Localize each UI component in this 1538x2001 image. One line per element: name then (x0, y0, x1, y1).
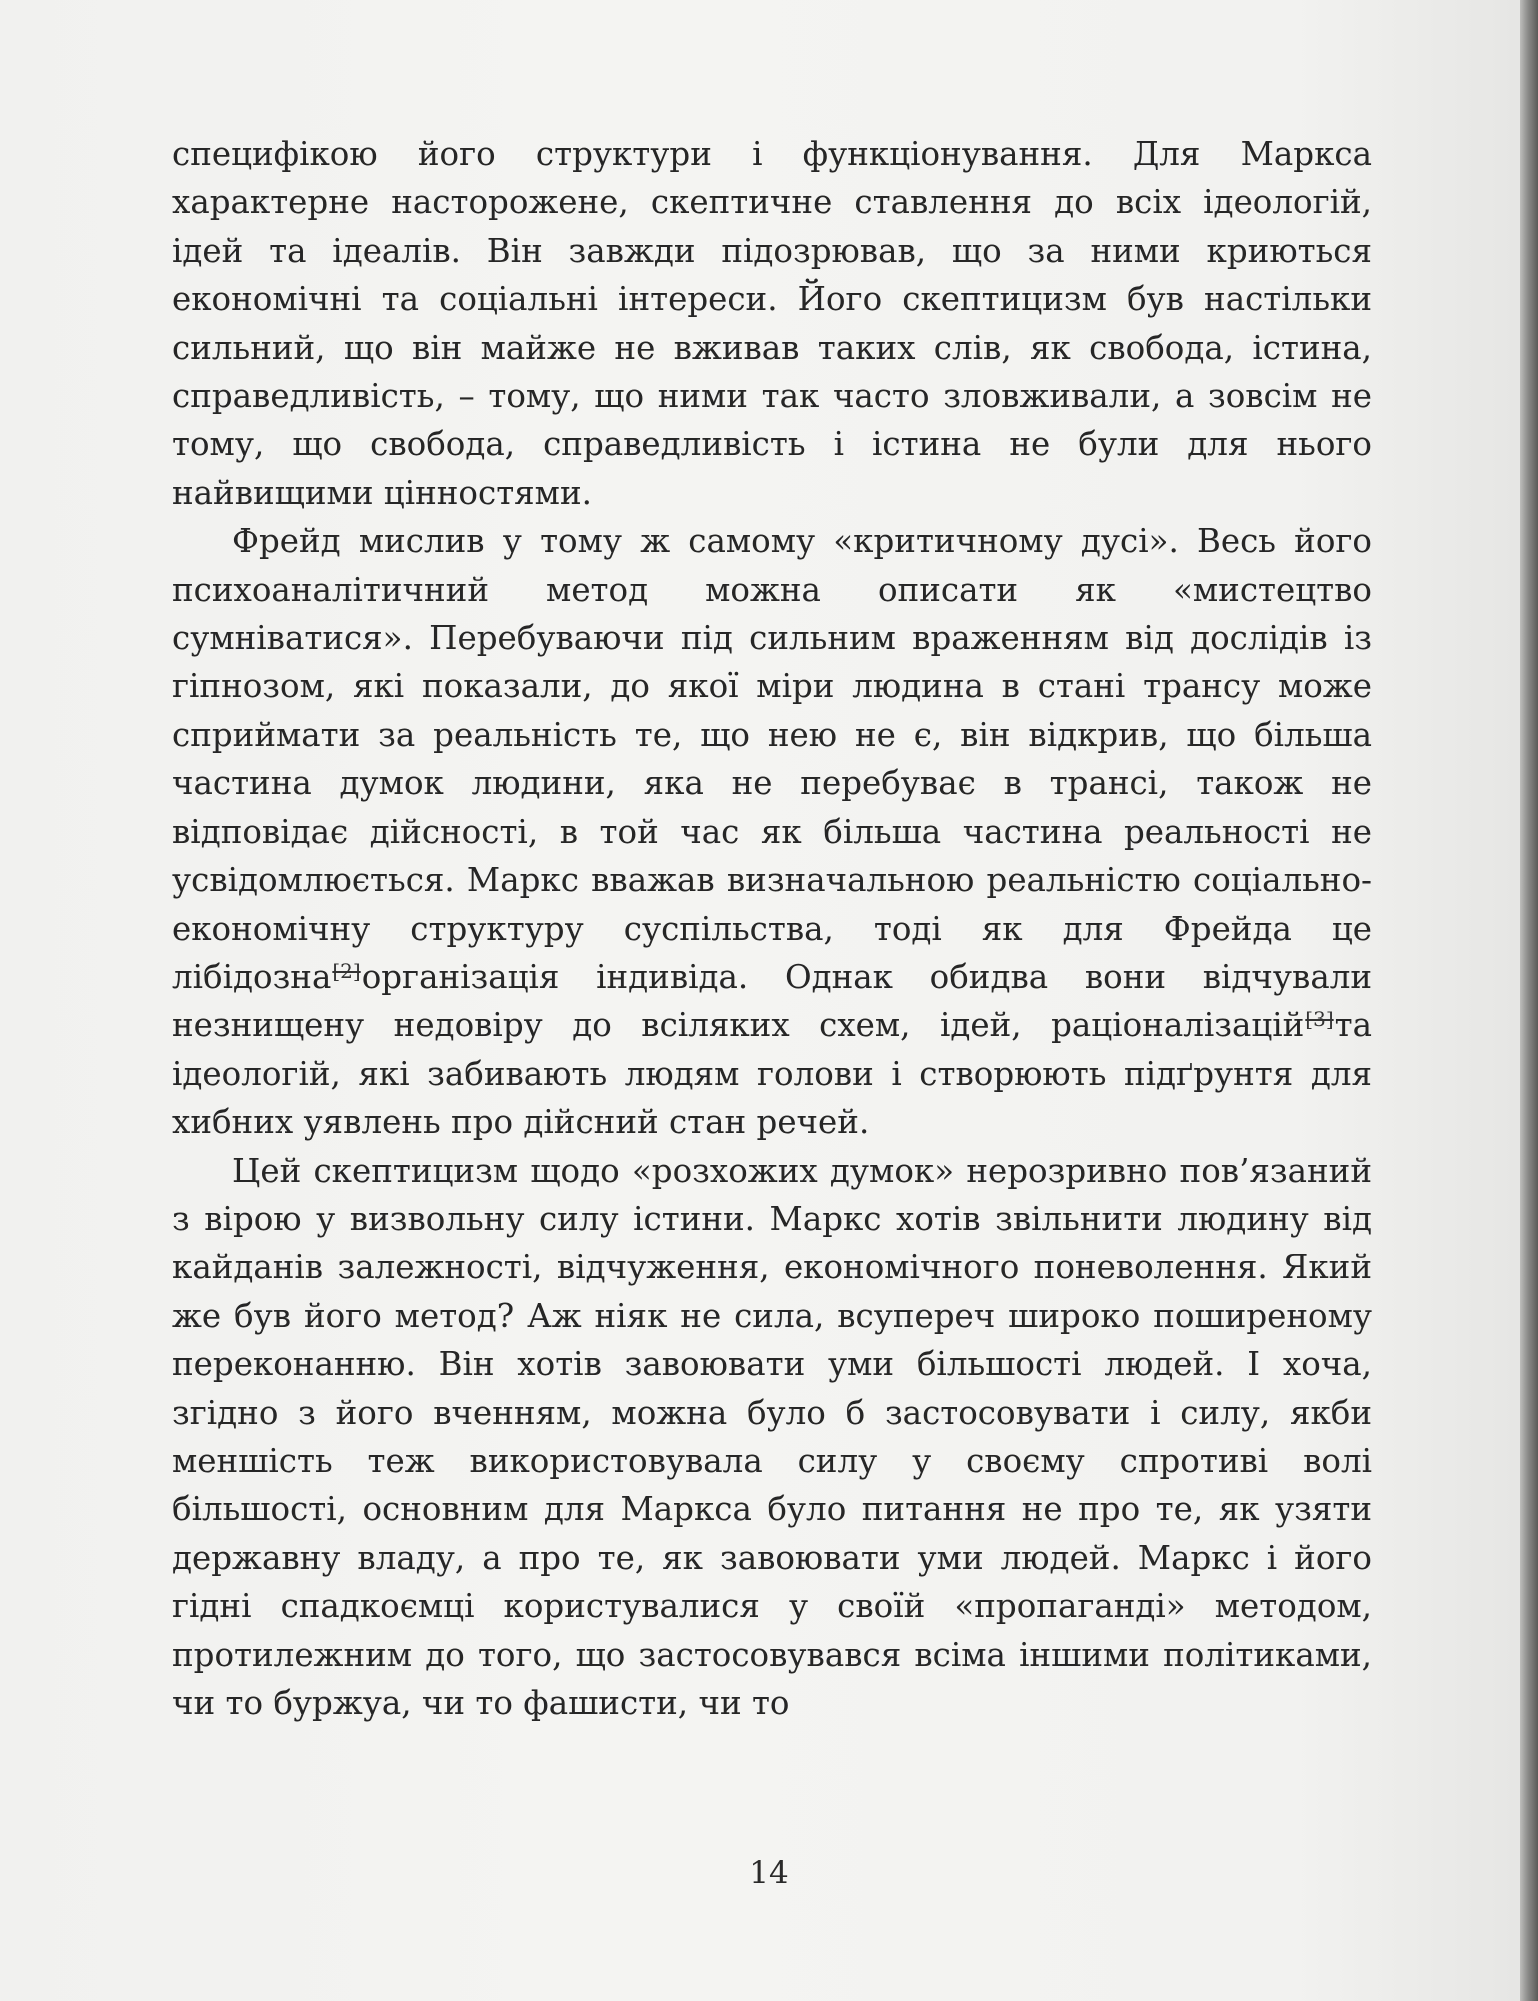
paragraph-text: специфікою його структури і функціонування. Для Маркса характерне насторожене, скептичне ставлення до всіх ідеологій, ідей та ідеалів. Він завжди підозрював, що за ними криються економічні та соціальні інтереси. Його скептицизм був настільки сильний, що він майже не вживав таких слів, як свобода, істина, справедливість, – тому, що ними так часто зловживали, а зовсім не тому, що свобода, справедливість і істина не були для нього найвищими цінностями. (172, 135, 1372, 512)
page-edge-shadow (1520, 0, 1538, 2001)
paragraph-text: та ідеологій, які забивають людям голови і створюють підґрунтя для хибних уявлень про дійсний стан речей. (172, 1006, 1372, 1142)
paragraph-2 (172, 517, 1372, 1146)
footnote-link-3[interactable]: [3] (1305, 1007, 1334, 1032)
page-number: 14 (749, 1855, 789, 1891)
paragraph-text: організація індивіда. Однак обидва вони відчували незнищену недовіру до всіляких схем, ідей, раціоналізацій (172, 957, 1372, 1045)
paragraph-3 (172, 1147, 1372, 1728)
body-text (172, 130, 1372, 1727)
footnote-link-2[interactable]: [2] (332, 958, 361, 983)
paragraph-text: Цей скептицизм щодо «розхожих думок» нерозривно пов’язаний з вірою у визвольну силу істини. Маркс хотів звільнити людину від кайданів залежності, відчуження, економічного поневолення. Який же був його метод? Аж ніяк не сила, всупереч широко поширеному переконанню. Він хотів завоювати уми більшості людей. І хоча, згідно з його вченням, можна було б застосовувати і силу, якби меншість теж використовувала силу у своєму спротиві волі більшості, основним для Маркса було питання не про те, як узяти державну владу, а про те, як завоювати уми людей. Маркс і його гідні спадкоємці користувалися у своїй «пропаганді» методом, протилежним до того, що застосовувався всіма іншими політиками, чи то буржуа, чи то фашисти, чи то (172, 1151, 1372, 1722)
paragraph-1 (172, 130, 1372, 517)
paragraph-text: Фрейд мислив у тому ж самому «критичному дусі». Весь його психоаналітичний метод можна описати як «мистецтво сумніватися». Перебуваючи під сильним враженням від дослідів із гіпнозом, які показали, до якої міри людина в стані трансу може сприймати за реальність те, що нею не є, він відкрив, що більша частина думок людини, яка не перебуває в трансі, також не відповідає дійсності, в той час як більша частина реальності не усвідомлюється. Маркс вважав визначальною реальністю соціально-економічну структуру суспільства, тоді як для Фрейда це лібідозна (172, 522, 1372, 996)
